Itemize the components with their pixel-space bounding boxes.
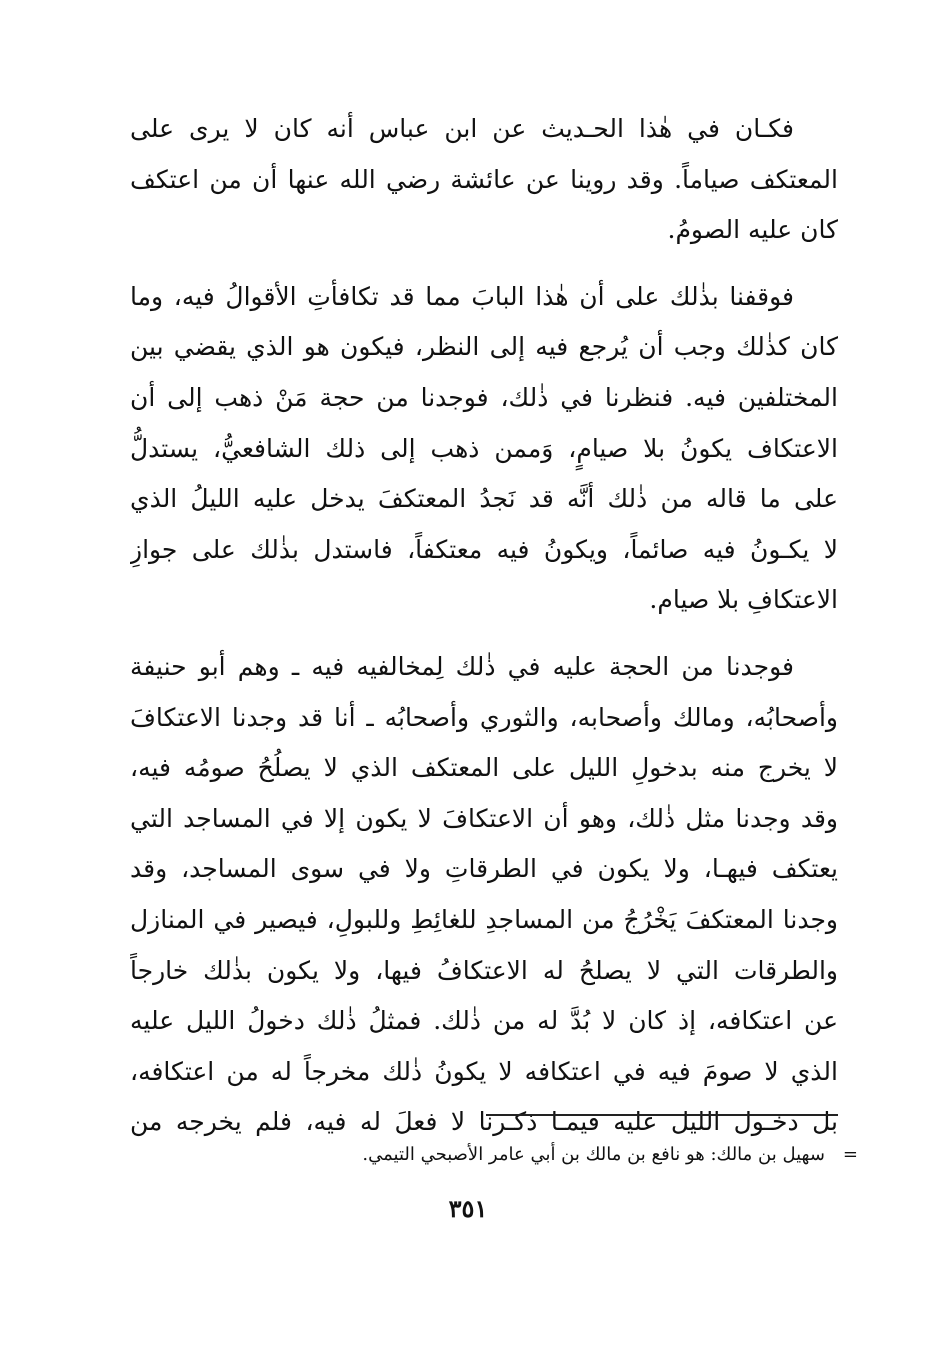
text-line: وقد وجدنا مثل ذٰلك، وهو أن الاعتكافَ لا يكون إلا في المساجد التي (130, 803, 838, 833)
footnote-separator (486, 1114, 838, 1116)
text-line: وأصحابُه، ومالك وأصحابه، والثوري وأصحابُه ـ أنا قد وجدنا الاعتكافَ (130, 702, 838, 732)
text-line: وجدنا المعتكفَ يَخْرُجُ من المساجدِ للغائِطِ وللبولِ، فيصير في المنازل (130, 904, 838, 934)
text-line: الاعتكاف يكونُ بلا صيامٍ، وَممن ذهب إلى ذلك الشافعيُّ، يستدلُّ (130, 433, 838, 463)
text-line: فكـان في هٰذا الحـديث عن ابن عباس أنه كان لا يرى على (130, 114, 794, 143)
page-number: ٣٥١ (448, 1194, 488, 1223)
text-line: كان عليه الصومُ. (667, 215, 838, 245)
text-line: عن اعتكافه، إذ كان لا بُدَّ له من ذٰلك. فمثلُ ذٰلك دخولُ الليل عليه (130, 1006, 838, 1036)
footnote (130, 1140, 858, 1170)
text-line: الاعتكافِ بلا صيام. (649, 585, 838, 615)
text-line: على ما قاله من ذٰلك أنَّه قد نَجدُ المعتكفَ يدخل عليه الليلُ الذي (130, 484, 838, 514)
paragraph-2 (130, 272, 838, 626)
footnote-text: سهيل بن مالك: هو نافع بن مالك بن أبي عامر الأصبحي التيمي. (362, 1144, 825, 1165)
text-line: المعتكف صياماً. وقد روينا عن عائشة رضي الله عنها أن من اعتكف (130, 164, 838, 194)
main-text (130, 104, 838, 1148)
text-line: الذي لا صومَ فيه في اعتكافه لا يكونُ ذٰلك مخرجاً له من اعتكافه، (130, 1056, 838, 1086)
text-line: بل دخـول الليل عليه فيمـا ذكـرنا لا فعلَ له فيه، فلم يخرجه من (130, 1107, 838, 1137)
text-line: يعتكف فيهـا، ولا يكون في الطرقاتِ ولا في سوى المساجد، وقد (130, 854, 838, 884)
text-line: المختلفين فيه. فنظرنا في ذٰلك، فوجدنا من حجة مَنْ ذهب إلى أن (130, 382, 838, 412)
text-line: فوقفنا بذٰلك على أن هٰذا البابَ مما قد تكافأتِ الأقوالُ فيه، وما (130, 281, 794, 311)
text-line: فوجدنا من الحجة عليه في ذٰلك لِمخالفيه فيه ـ وهم أبو حنيفة (130, 651, 794, 681)
paragraph-1 (130, 104, 838, 256)
text-line: كان كذٰلك وجب أن يُرجع فيه إلى النظر، فيكون هو الذي يقضي بين (130, 332, 838, 362)
text-line: لا يكـونُ فيه صائماً، ويكونُ فيه معتكفاً، فاستدل بذٰلك على جوازِ (130, 534, 838, 564)
text-line: لا يخرج منه بدخولِ الليل على المعتكف الذي لا يصلُحُ صومُه فيه، (130, 753, 838, 783)
footnote-continuation-marker: = (842, 1144, 858, 1165)
paragraph-3 (130, 642, 838, 1148)
text-line: والطرقات التي لا يصلحُ له الاعتكافُ فيها، ولا يكون بذٰلك خارجاً (130, 955, 838, 985)
